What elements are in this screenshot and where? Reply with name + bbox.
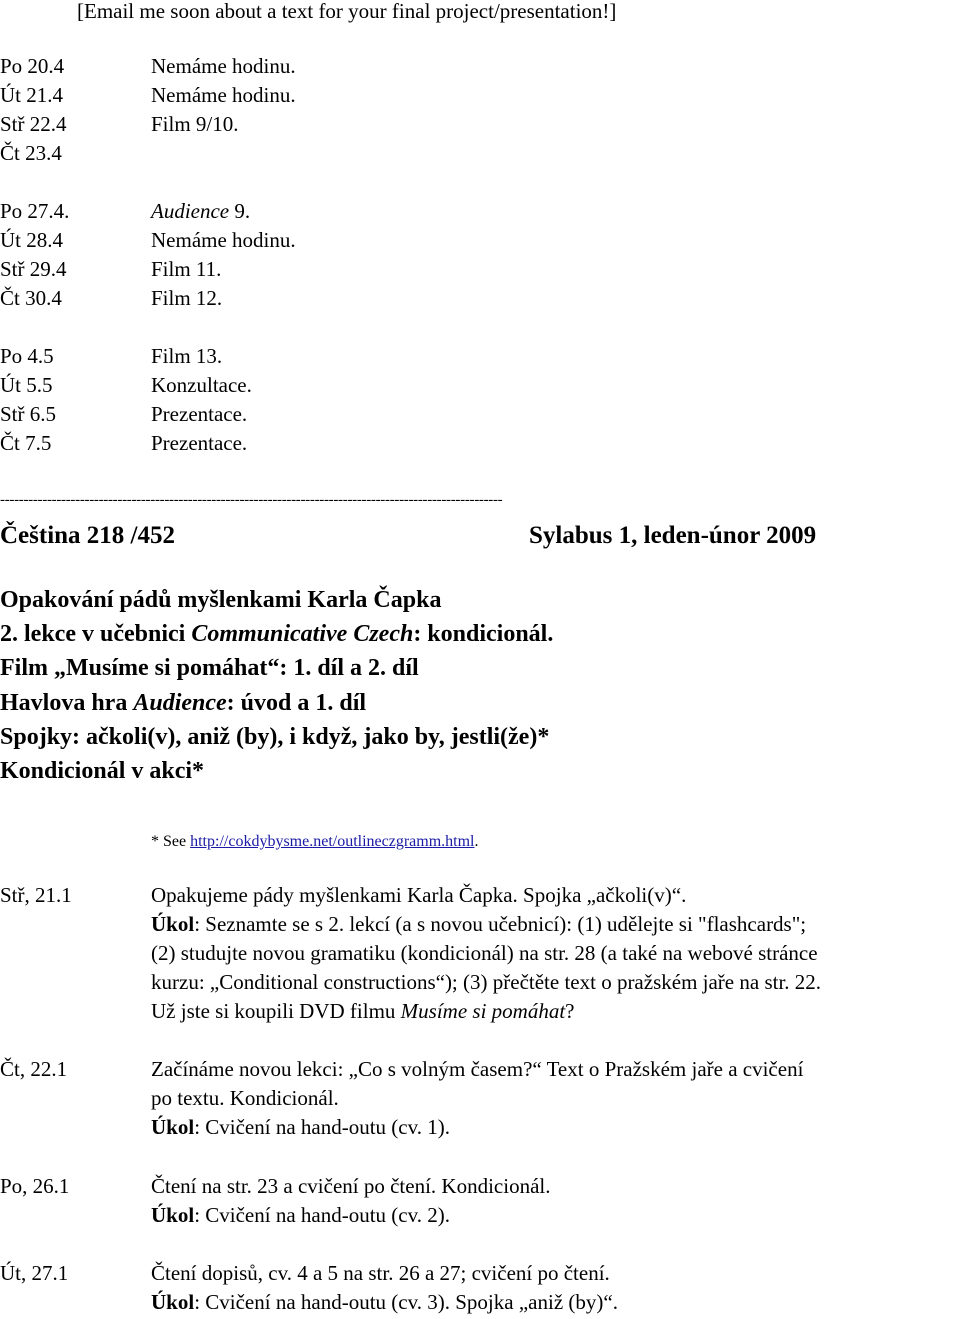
schedule-activity (151, 197, 250, 226)
entry-2-line-1: Začínáme novou lekci: „Co s volným časem?“ Text o Pražském jaře a cvičení (151, 1057, 804, 1081)
schedule-date: Út 21.4 (0, 83, 63, 107)
topic-1: Opakování pádů myšlenkami Karla Čapka (0, 587, 442, 613)
schedule-activity (151, 81, 296, 110)
schedule-date: Stř 29.4 (0, 257, 67, 281)
schedule-activity (151, 255, 221, 284)
entry-1-qmark: ? (565, 999, 575, 1023)
ukol-label: Úkol (151, 1203, 195, 1227)
schedule-date: Út 28.4 (0, 228, 63, 252)
entry-date-2: Čt, 22.1 (0, 1057, 68, 1081)
entry-1-line-1: Opakujeme pády myšlenkami Karla Čapka. Spojka „ačkoli(v)“. (151, 883, 687, 907)
entry-3-line-2 (151, 1201, 450, 1230)
entry-1-line-5 (151, 997, 574, 1026)
divider: ----------------------------------------------------------------------------------------------------------- (0, 492, 503, 508)
top-note: [Email me soon about a text for your final project/presentation!] (77, 0, 617, 23)
schedule-activity-text: Nemáme hodinu. (151, 54, 296, 78)
schedule-date: Út 5.5 (0, 373, 53, 397)
topic-2 (0, 617, 553, 651)
footnote-prefix: * See (151, 833, 191, 850)
entry-3-line-1: Čtení na str. 23 a cvičení po čtení. Kondicionál. (151, 1174, 551, 1198)
grammar-link[interactable]: http://cokdybysme.net/outlineczgramm.html (190, 833, 475, 850)
entry-2-line-2: po textu. Kondicionál. (151, 1086, 339, 1110)
schedule-activity-text: Nemáme hodinu. (151, 228, 296, 252)
entry-4-line-1: Čtení dopisů, cv. 4 a 5 na str. 26 a 27; cvičení po čtení. (151, 1261, 610, 1285)
schedule-activity-text: Film 11. (151, 257, 222, 281)
topic-2-text: 2. lekce v učebnici (0, 621, 192, 647)
entry-2-line-3 (151, 1113, 450, 1142)
entry-1-line-3: (2) studujte novou gramatiku (kondicionál) na str. 28 (a také na webové stránce (151, 941, 818, 965)
topic-4-suffix: : úvod a 1. díl (226, 690, 367, 716)
topic-4-text: Havlova hra (0, 690, 134, 716)
schedule-date: Čt 30.4 (0, 286, 62, 310)
footnote-suffix: . (474, 833, 479, 850)
ukol-label: Úkol (151, 1290, 195, 1314)
entry-1-task: : Seznamte se s 2. lekcí (a s novou učebnicí): (1) udělejte si "flashcards"; (194, 912, 807, 936)
schedule-date: Po 27.4. (0, 199, 70, 223)
schedule-activity (151, 226, 296, 255)
topic-6: Kondicionál v akci* (0, 758, 205, 784)
entry-1-dvd-text: Už jste si koupili DVD filmu (151, 999, 401, 1023)
schedule-date: Po 4.5 (0, 344, 54, 368)
schedule-activity-text: Film 13. (151, 344, 223, 368)
textbook-title: Communicative Czech (191, 621, 414, 647)
schedule-activity (151, 400, 247, 429)
syllabus-title: Sylabus 1, leden-únor 2009 (529, 522, 817, 549)
schedule-activity-text: Film 12. (151, 286, 223, 310)
schedule-activity-italic: Audience (151, 199, 230, 223)
course-title: Čeština 218 /452 (0, 522, 175, 549)
topic-3: Film „Musíme si pomáhat“: 1. díl a 2. díl (0, 655, 419, 681)
entry-2-task: : Cvičení na hand-outu (cv. 1). (194, 1115, 451, 1139)
schedule-activity (151, 429, 247, 458)
entry-date-3: Po, 26.1 (0, 1174, 70, 1198)
topic-4 (0, 686, 366, 720)
entry-3-task: : Cvičení na hand-outu (cv. 2). (194, 1203, 451, 1227)
entry-1-line-2 (151, 910, 806, 939)
schedule-activity-text: Prezentace. (151, 431, 248, 455)
schedule-activity-text: Prezentace. (151, 402, 248, 426)
schedule-date: Po 20.4 (0, 54, 65, 78)
footnote (151, 832, 479, 852)
entry-date-1: Stř, 21.1 (0, 883, 72, 907)
schedule-activity (151, 371, 252, 400)
schedule-date: Stř 6.5 (0, 402, 57, 426)
topic-5: Spojky: ačkoli(v), aniž (by), i když, jako by, jestli(že)* (0, 724, 550, 750)
play-title: Audience (133, 690, 227, 716)
entry-4-task: : Cvičení na hand-outu (cv. 3). Spojka „aniž (by)“. (194, 1290, 618, 1314)
schedule-date: Čt 7.5 (0, 431, 52, 455)
schedule-date: Čt 23.4 (0, 141, 62, 165)
entry-4-line-2 (151, 1288, 618, 1317)
schedule-activity (151, 52, 296, 81)
schedule-activity-text: 9. (229, 199, 251, 223)
topic-2-suffix: : kondicionál. (413, 621, 554, 647)
ukol-label: Úkol (151, 1115, 195, 1139)
ukol-label: Úkol (151, 912, 195, 936)
schedule-activity-text: Film 9/10. (151, 112, 239, 136)
entry-date-4: Út, 27.1 (0, 1261, 69, 1285)
entry-1-line-4: kurzu: „Conditional constructions“); (3) přečtěte text o pražském jaře na str. 22. (151, 970, 822, 994)
schedule-activity-text: Konzultace. (151, 373, 252, 397)
schedule-activity (151, 342, 222, 371)
schedule-activity (151, 110, 239, 139)
schedule-date: Stř 22.4 (0, 112, 67, 136)
schedule-activity (151, 284, 222, 313)
schedule-activity-text: Nemáme hodinu. (151, 83, 296, 107)
film-title: Musíme si pomáhat (400, 999, 566, 1023)
